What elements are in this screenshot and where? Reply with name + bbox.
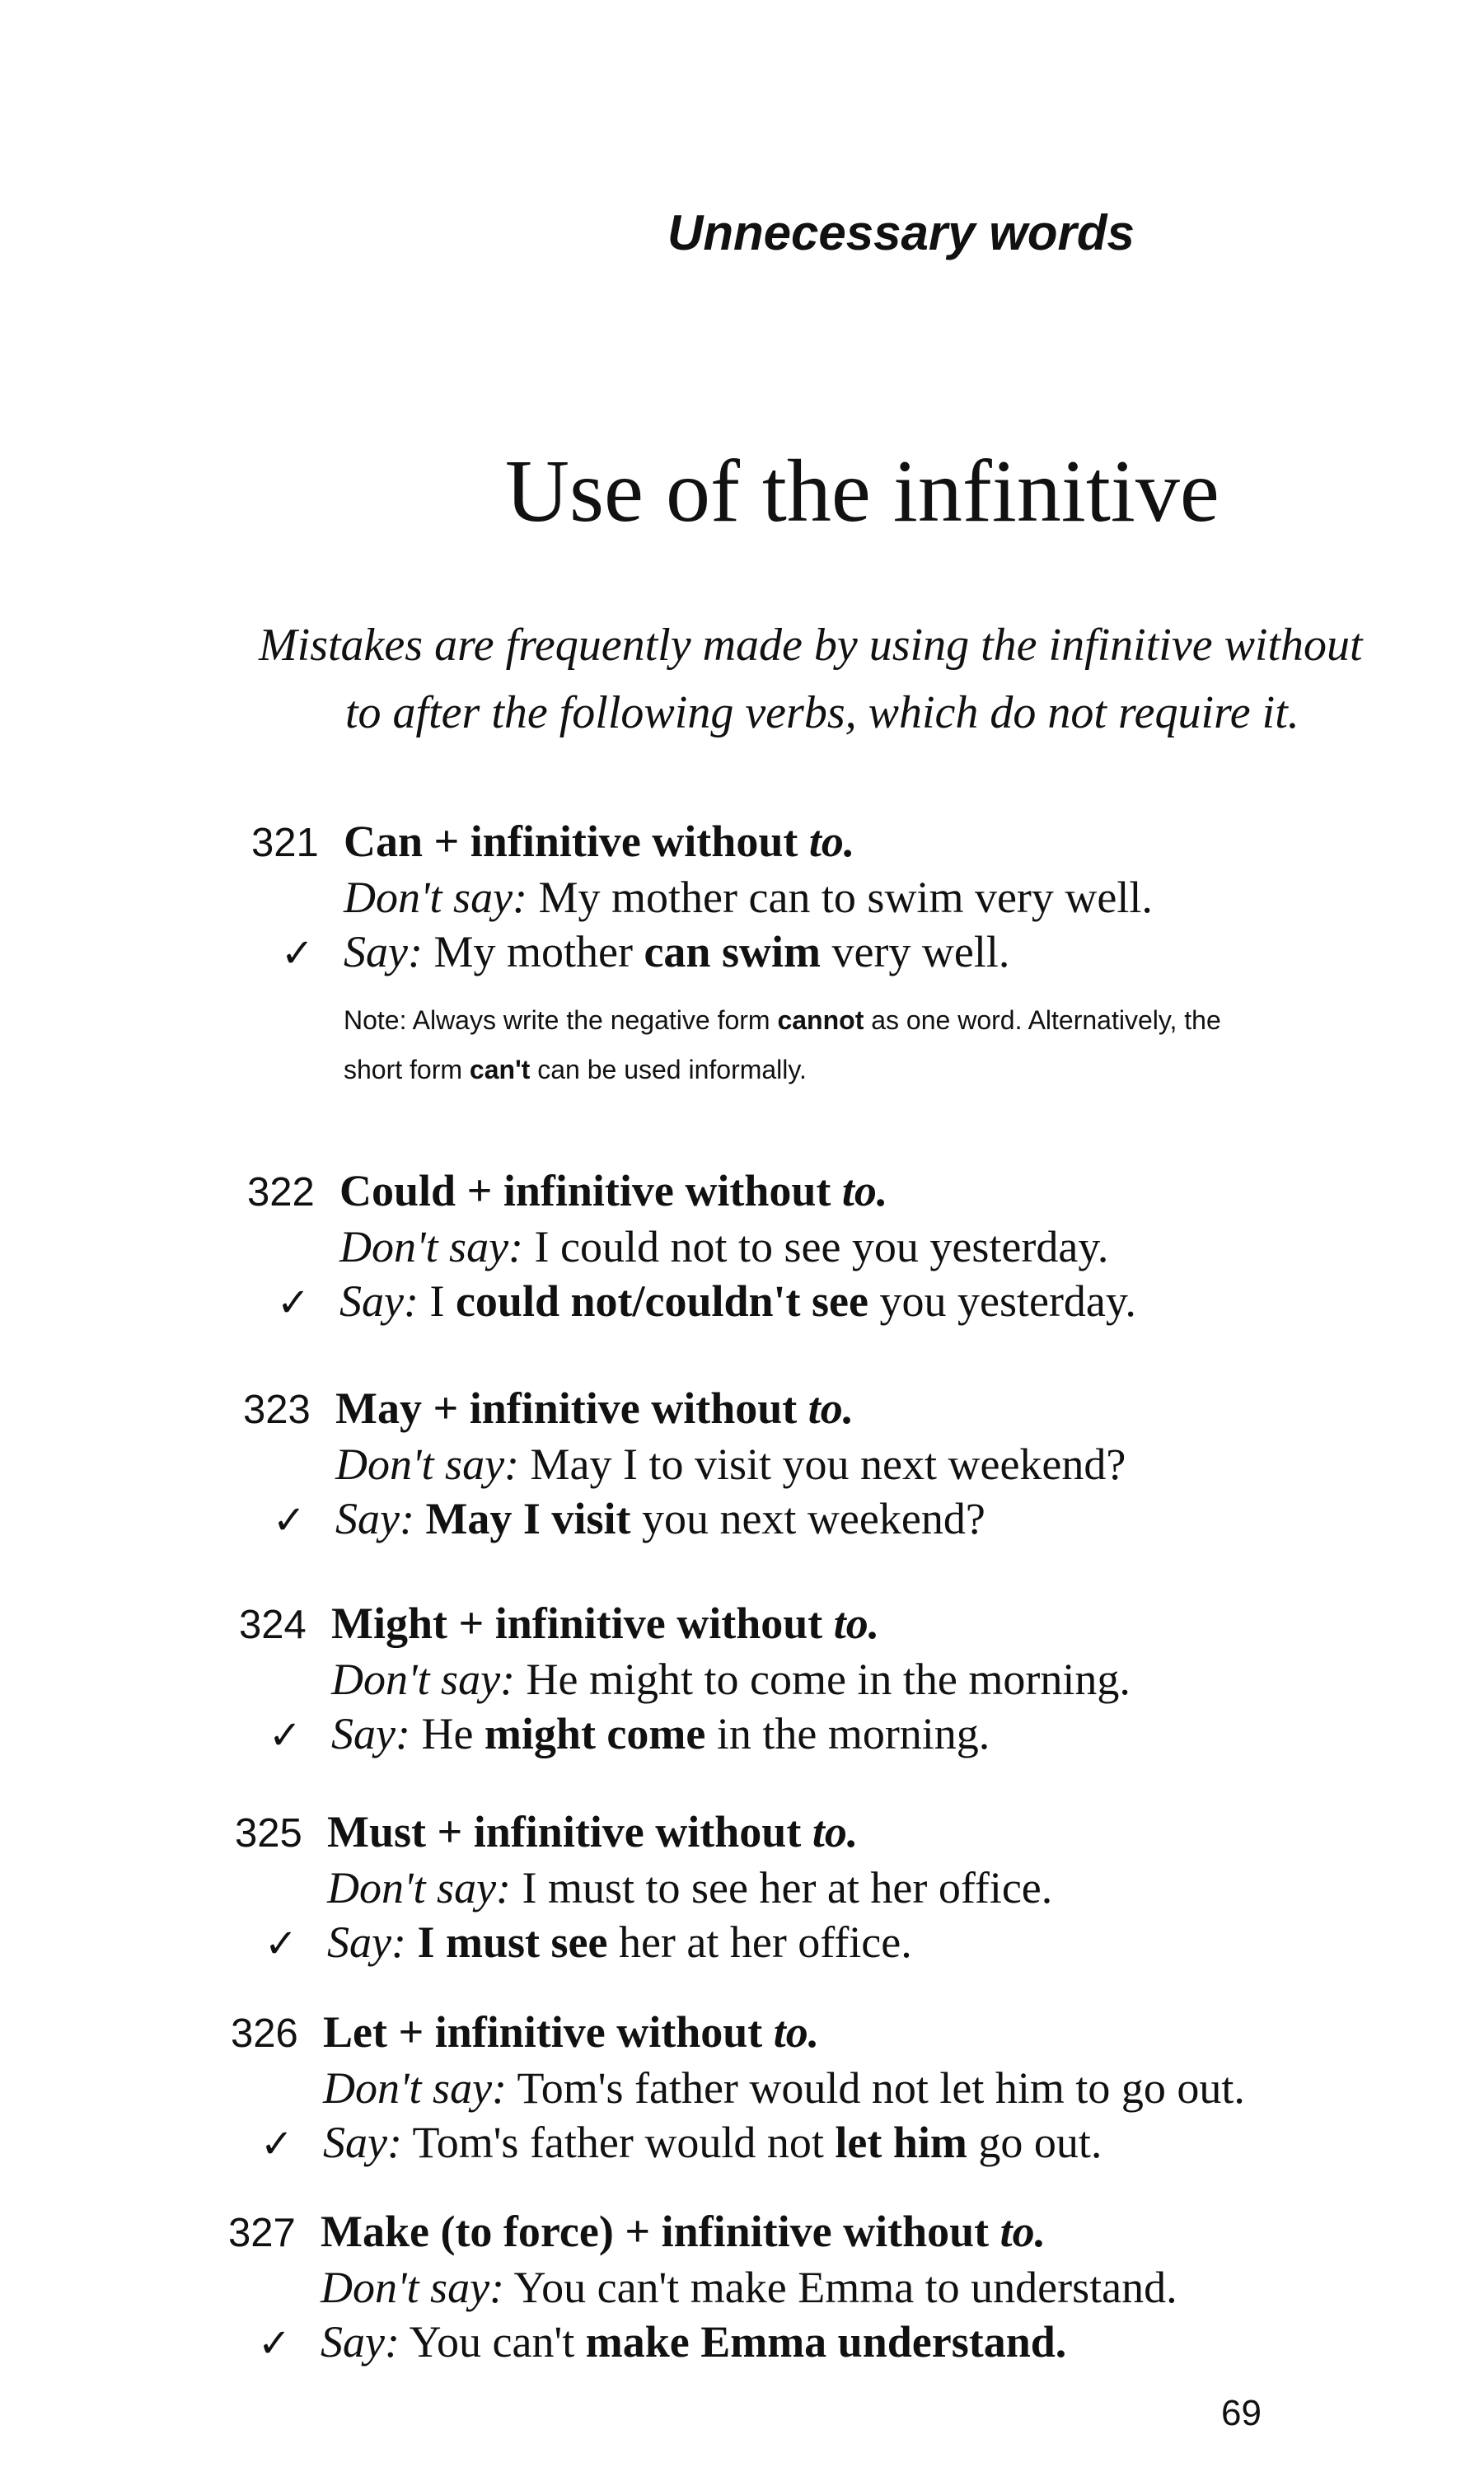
say-row [251,925,1221,981]
checkmark-icon: ✓ [276,1280,311,1326]
say-label: Say: [327,1917,406,1967]
dont-say-example: Don't say: May I to visit you next weekend? [335,1440,1126,1489]
entry-rule: Let + infinitive without to. [323,2007,820,2057]
say-row [239,1707,1131,1763]
intro-line-1: Mistakes are frequently made by using the infinitive without [259,620,1363,671]
entry-324 [239,1596,1131,1763]
entry-rule: Can + infinitive without to. [344,817,855,866]
dont-say-row [247,1220,1136,1274]
say-row [235,1915,1052,1971]
dont-say-label: Don't say: [335,1440,520,1489]
entry-323 [243,1381,1126,1547]
entry-rule: Might + infinitive without to. [331,1599,880,1648]
say-label: Say: [339,1276,419,1326]
say-example: Say: My mother can swim very well. [344,927,1010,976]
entry-325 [235,1805,1052,1971]
dont-say-row [239,1652,1131,1707]
entry-rule: Make (to force) + infinitive without to. [321,2207,1046,2256]
dont-say-example: Don't say: He might to come in the morning. [331,1655,1131,1704]
say-label: Say: [335,1494,414,1543]
say-example: Say: May I visit you next weekend? [335,1494,985,1543]
page-number: 69 [1221,2393,1262,2433]
note-line-2: short form can't can be used informally. [344,1055,807,1084]
say-example: Say: He might come in the morning. [331,1709,990,1758]
checkmark-icon: ✓ [268,1712,302,1758]
usage-note [251,995,1221,1094]
say-row [243,1491,1126,1547]
entry-number: 323 [243,1388,311,1432]
dont-say-label: Don't say: [344,873,528,922]
say-label: Say: [323,2118,402,2167]
checkmark-icon: ✓ [264,1921,298,1967]
intro-paragraph [259,611,1363,747]
dont-say-row [231,2061,1245,2115]
say-row [247,1274,1136,1330]
entry-rule: May + infinitive without to. [335,1383,854,1433]
dont-say-row [235,1861,1052,1915]
dont-say-label: Don't say: [327,1863,512,1913]
say-example: Say: Tom's father would not let him go out. [323,2118,1102,2167]
entry-rule: Must + infinitive without to. [327,1807,859,1856]
page-title: Use of the infinitive [505,442,1220,541]
say-example: Say: I must see her at her office. [327,1917,912,1967]
dont-say-example: Don't say: I could not to see you yesterday. [339,1222,1109,1271]
checkmark-icon: ✓ [272,1497,307,1543]
section-header: Unnecessary words [667,205,1135,260]
say-label: Say: [321,2317,400,2367]
dont-say-example: Don't say: Tom's father would not let him to go out. [323,2063,1245,2113]
entry-rule-row [247,1163,1136,1220]
say-label: Say: [344,927,423,976]
entry-number: 321 [251,821,319,865]
checkmark-icon: ✓ [280,930,315,976]
entry-rule-row [251,814,1221,870]
entry-number: 327 [228,2211,296,2255]
say-label: Say: [331,1709,410,1758]
entry-rule-row [235,1805,1052,1861]
entry-327 [228,2204,1177,2371]
say-row [228,2315,1177,2371]
entry-number: 322 [247,1170,315,1215]
entry-number: 326 [231,2011,298,2056]
entry-rule-row [243,1381,1126,1437]
dont-say-row [228,2260,1177,2315]
say-example: Say: You can't make Emma understand. [321,2317,1067,2367]
entry-rule-row [231,2005,1245,2061]
entry-rule: Could + infinitive without to. [339,1166,888,1215]
entry-321 [251,814,1221,1094]
checkmark-icon: ✓ [257,2320,292,2367]
dont-say-row [243,1437,1126,1491]
dont-say-label: Don't say: [339,1222,524,1271]
entry-rule-row [228,2204,1177,2260]
entry-rule-row [239,1596,1131,1652]
dont-say-label: Don't say: [323,2063,508,2113]
entry-326 [231,2005,1245,2171]
checkmark-icon: ✓ [260,2121,294,2167]
dont-say-label: Don't say: [321,2263,505,2312]
intro-line-2: to after the following verbs, which do not require it. [345,687,1299,738]
dont-say-example: Don't say: My mother can to swim very well. [344,873,1153,922]
say-example: Say: I could not/couldn't see you yesterday. [339,1276,1136,1326]
dont-say-row [251,870,1221,925]
entry-322 [247,1163,1136,1330]
entry-number: 324 [239,1603,307,1647]
dont-say-label: Don't say: [331,1655,516,1704]
note-line-1: Note: Always write the negative form cannot as one word. Alternatively, the [344,1005,1221,1035]
dont-say-example: Don't say: You can't make Emma to understand. [321,2263,1177,2312]
entry-number: 325 [235,1811,302,1856]
dont-say-example: Don't say: I must to see her at her office. [327,1863,1053,1913]
say-row [231,2115,1245,2171]
